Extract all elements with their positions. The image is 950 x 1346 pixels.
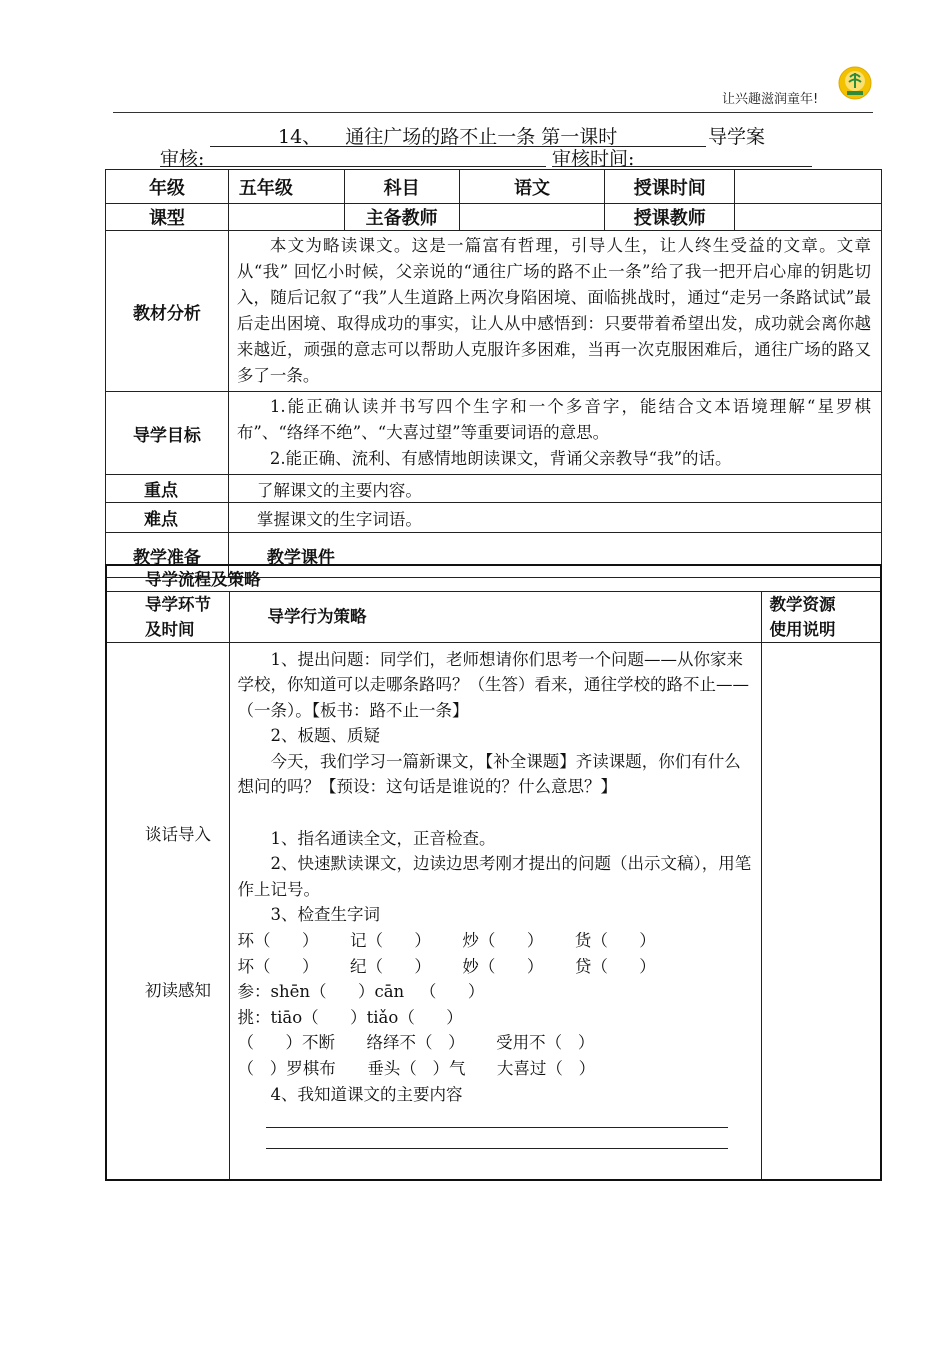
key-label: 重点 xyxy=(106,475,229,503)
info-table xyxy=(105,169,882,578)
lesson-name: 通往广场的路不止一条 第一课时 xyxy=(345,126,618,148)
col-strategy-header: 导学行为策略 xyxy=(229,591,761,642)
teach-time-label: 授课时间 xyxy=(605,170,735,204)
goal-item: 1.能正确认读并书写四个生字和一个多音字，能结合文本语境理解“星罗棋布”、“络绎不绝”、“大喜过望”等重要词语的意思。 xyxy=(236,397,871,442)
prep-label: 教学准备 xyxy=(106,533,229,578)
step-line: 2、快速默读课文，边读边思考刚才提出的问题（出示文稿），用笔作上记号。 xyxy=(237,854,752,899)
flow-table xyxy=(105,564,882,1181)
reviewer-label: 审核: xyxy=(160,148,205,170)
teacher-label: 授课教师 xyxy=(605,204,735,231)
header-slogan: 让兴趣滋润童年! xyxy=(722,92,819,107)
school-logo xyxy=(838,66,872,100)
goals-label: 导学目标 xyxy=(106,392,229,475)
grade-label: 年级 xyxy=(106,170,229,204)
review-time-label: 审核时间: xyxy=(552,148,635,170)
exercise-row: 参：shēn（ ）cān （ ） xyxy=(237,982,485,1002)
main-teacher-label: 主备教师 xyxy=(344,204,459,231)
step-line: 4、我知道课文的主要内容 xyxy=(270,1084,463,1104)
difficulty-text: 掌握课文的生字词语。 xyxy=(228,503,881,533)
analysis-label: 教材分析 xyxy=(106,231,229,392)
stage-first-read: 初读感知 xyxy=(145,980,211,1000)
prep-text: 教学课件 xyxy=(228,533,881,578)
subject-label: 科目 xyxy=(344,170,459,204)
exercise-row: （ ）罗棋布 垂头（ ）气 大喜过（ ） xyxy=(237,1059,596,1078)
step-line: 3、检查生字词 xyxy=(270,905,380,925)
teacher-value xyxy=(735,204,882,231)
goal-item: 2.能正确、流利、有感情地朗读课文，背诵父亲教导“我”的话。 xyxy=(269,449,732,468)
review-line xyxy=(160,144,680,170)
stage-intro: 谈话导入 xyxy=(145,824,211,844)
teach-time-value xyxy=(735,170,882,204)
resource-column xyxy=(761,642,881,1180)
exercise-row: 坏（ ） 纪（ ） 妙（ ） 贷（ ） xyxy=(237,956,656,976)
step-line: 1、指名通读全文，正音检查。 xyxy=(270,828,496,848)
subject-value: 语文 xyxy=(459,170,605,204)
grade-value: 五年级 xyxy=(228,170,344,204)
stage-column xyxy=(106,642,229,1180)
exercise-row: （ ）不断 络绎不（ ） 受用不（ ） xyxy=(237,1033,595,1053)
step-line: 1、提出问题：同学们，老师想请你们思考一个问题——从你家来学校，你知道可以走哪条路吗？（生答）看来，通往学校的路不止——（一条）。【板书：路不止一条】 xyxy=(237,649,749,720)
title-suffix: 导学案 xyxy=(708,126,766,148)
flow-title: 导学流程及策略 xyxy=(106,565,881,591)
goals-cell xyxy=(228,392,881,475)
analysis-text: 本文为略读课文。这是一篇富有哲理，引导人生，让人终生受益的文章。文章从“我” 回忆小时候，父亲说的“通往广场的路不止一条”给了我一把开启心扉的钥匙切入，随后记叙了“我”人生道路上两次身陷困境、面临挑战时，通过“走另一条路试试”最后走出困境、取得成功的事实，让人从中感悟到：只要带着希望出发，成功就会离你越来越近，顽强的意志可以帮助人克服许多困难，当再一次克服困难后，通往广场的路又多了一条。 xyxy=(228,231,881,392)
strategy-column xyxy=(229,642,761,1180)
type-value xyxy=(228,204,344,231)
difficulty-label: 难点 xyxy=(106,503,229,533)
answer-blank-line[interactable] xyxy=(266,1107,728,1128)
header-rule xyxy=(113,112,873,113)
lesson-number: 14、 xyxy=(278,126,322,148)
step-line: 2、板题、质疑 xyxy=(270,726,380,746)
col-stage-header: 导学环节 及时间 xyxy=(106,591,229,642)
type-label: 课型 xyxy=(106,204,229,231)
answer-blank-line[interactable] xyxy=(266,1128,728,1149)
main-teacher-value xyxy=(459,204,605,231)
step-line: 今天，我们学习一篇新课文，【补全课题】齐读课题，你们有什么想问的吗？【预设：这句话是谁说的？什么意思？】 xyxy=(237,751,741,797)
exercise-row: 挑：tiāo（ ）tiǎo（ ） xyxy=(237,1007,463,1027)
col-resource-header: 教学资源 使用说明 xyxy=(761,591,881,642)
key-text: 了解课文的主要内容。 xyxy=(228,475,881,503)
exercise-row: 环（ ） 记（ ） 炒（ ） 货（ ） xyxy=(237,931,656,951)
